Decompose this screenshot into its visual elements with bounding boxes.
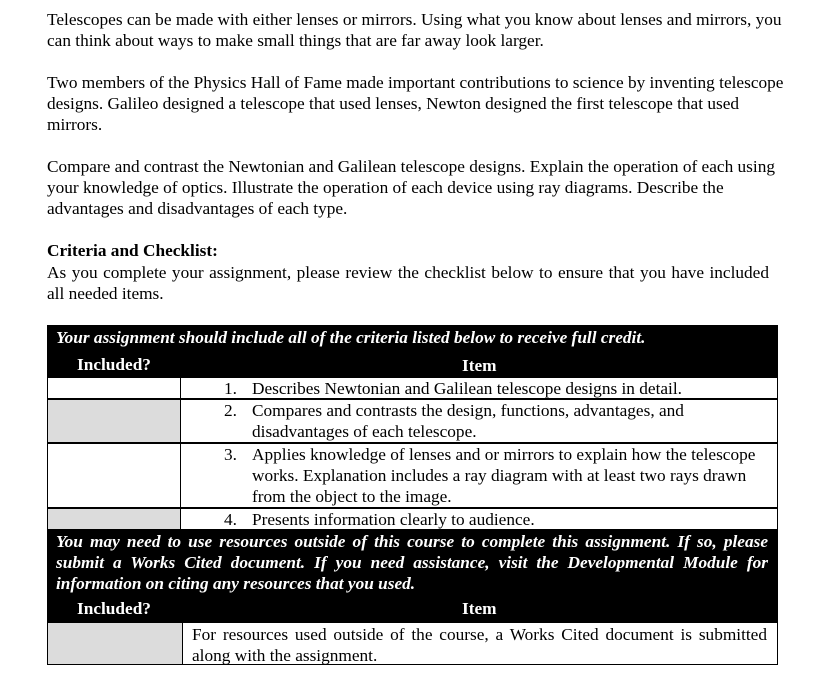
item-cell <box>181 399 778 443</box>
intro-paragraph-1: Telescopes can be made with either lenses or mirrors. Using what you know about lenses and mirrors, you can think about ways to make small things that are far away look larger. <box>47 10 782 50</box>
criteria-table-header <box>47 325 778 377</box>
column-header-item: Item <box>462 599 497 618</box>
included-checkbox-cell[interactable] <box>47 377 181 399</box>
intro-paragraph-2: Two members of the Physics Hall of Fame made important contributions to science by inventing telescope designs. Galileo designed a telescope that used lenses, Newton designed the first telescope that used mirrors. <box>47 73 784 134</box>
table-row <box>47 508 778 530</box>
criteria-heading: Criteria and Checklist: <box>47 241 218 260</box>
item-cell <box>181 377 778 399</box>
item-text: Describes Newtonian and Galilean telescope designs in detail. <box>252 379 682 398</box>
item-number: 4. <box>224 510 237 529</box>
item-cell <box>183 622 778 665</box>
works-cited-table <box>47 530 778 665</box>
item-number: 1. <box>224 379 237 398</box>
item-cell <box>181 508 778 530</box>
column-header-item: Item <box>462 356 497 375</box>
included-checkbox-cell[interactable] <box>47 399 181 443</box>
item-number: 2. <box>224 401 237 420</box>
criteria-table <box>47 325 778 530</box>
column-header-included: Included? <box>77 355 151 374</box>
item-text: Compares and contrasts the design, functions, advantages, and disadvantages of each telescope. <box>252 401 684 441</box>
included-checkbox-cell[interactable] <box>47 622 183 665</box>
table-row <box>47 443 778 508</box>
table-row <box>47 622 778 665</box>
table-row <box>47 399 778 443</box>
works-cited-banner: You may need to use resources outside of this course to complete this assignment. If so, please submit a Works Cited document. If you need assistance, visit the Developmental Module for information on citing any resources that you used. <box>56 532 768 593</box>
item-number: 3. <box>224 445 237 464</box>
included-checkbox-cell[interactable] <box>47 508 181 530</box>
column-header-included: Included? <box>77 599 151 618</box>
item-cell <box>181 443 778 508</box>
works-cited-table-header <box>47 530 778 622</box>
criteria-table-banner: Your assignment should include all of the criteria listed below to receive full credit. <box>56 328 646 347</box>
criteria-body: As you complete your assignment, please review the checklist below to ensure that you have included all needed items. <box>47 263 769 303</box>
table-row <box>47 377 778 399</box>
included-checkbox-cell[interactable] <box>47 443 181 508</box>
intro-paragraph-3: Compare and contrast the Newtonian and Galilean telescope designs. Explain the operation of each using your knowledge of optics. Illustrate the operation of each device using ray diagrams. Describe the advantages and disadvantages of each type. <box>47 157 775 218</box>
item-text: For resources used outside of the course, a Works Cited document is submitted along with the assignment. <box>192 625 767 665</box>
item-text: Presents information clearly to audience. <box>252 510 535 529</box>
item-text: Applies knowledge of lenses and or mirrors to explain how the telescope works. Explanation includes a ray diagram with at least two rays drawn from the object to the image. <box>252 445 756 506</box>
